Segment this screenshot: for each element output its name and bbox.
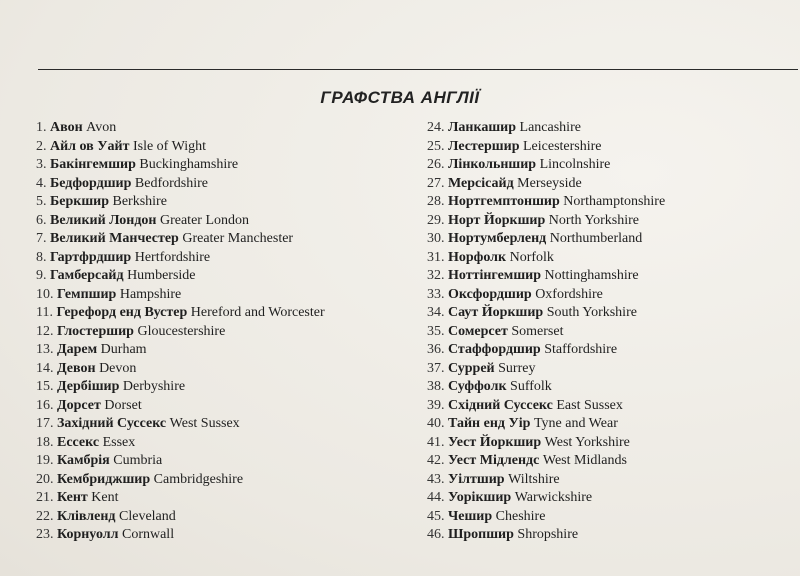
county-name-english: Dorset [104, 397, 142, 413]
county-name-ukrainian: Саут Йоркшир [448, 305, 544, 320]
county-name-ukrainian: Авон [50, 120, 83, 135]
county-entry [36, 526, 325, 545]
county-entry [36, 119, 325, 138]
county-number: 31. [427, 249, 445, 265]
county-name-english: Hereford and Worcester [190, 305, 325, 320]
county-entry [36, 397, 325, 416]
county-name-ukrainian: Ноттінгемшир [448, 268, 542, 283]
county-name-english: Gloucestershire [137, 323, 226, 339]
county-number: 16. [36, 397, 54, 413]
county-entry [427, 434, 665, 453]
county-name-ukrainian: Чешир [448, 508, 493, 524]
county-entry [36, 360, 325, 379]
county-number: 24. [427, 120, 445, 135]
county-number: 32. [427, 268, 445, 283]
county-number: 9. [36, 268, 47, 283]
county-name-ukrainian: Ланкашир [448, 120, 517, 135]
county-number: 27. [427, 175, 445, 191]
county-name-ukrainian: Кембриджшир [57, 471, 151, 487]
county-number: 3. [36, 157, 47, 172]
county-name-english: Hampshire [119, 286, 182, 302]
county-name-ukrainian: Герефорд енд Вустер [56, 305, 188, 320]
county-number: 41. [427, 434, 445, 450]
county-entry [36, 434, 325, 453]
county-entry [427, 489, 665, 508]
county-entry [427, 119, 665, 138]
county-number: 34. [427, 305, 445, 320]
county-entry [427, 378, 665, 397]
county-name-ukrainian: Суррей [448, 360, 495, 376]
county-entry [36, 230, 325, 249]
county-name-ukrainian: Сомерсет [448, 323, 508, 339]
county-name-english: South Yorkshire [546, 305, 637, 320]
county-name-english: Somerset [511, 323, 564, 339]
county-entry [427, 267, 665, 286]
county-entry [36, 323, 325, 342]
county-number: 42. [427, 453, 445, 468]
county-entry [36, 156, 325, 175]
county-name-ukrainian: Корнуолл [57, 527, 119, 542]
county-name-english: Durham [100, 342, 147, 357]
county-name-english: Northumberland [549, 231, 643, 246]
county-name-ukrainian: Норфолк [448, 249, 507, 265]
county-name-english: Hertfordshire [134, 249, 211, 265]
county-number: 33. [427, 286, 445, 302]
county-number: 45. [427, 508, 445, 524]
county-name-ukrainian: Нортгемптоншир [448, 194, 560, 209]
county-number: 15. [36, 379, 54, 394]
county-name-english: Bedfordshire [134, 175, 209, 191]
header-rule [38, 69, 798, 70]
county-entry [427, 304, 665, 323]
county-number: 18. [36, 434, 54, 450]
county-name-english: North Yorkshire [548, 212, 640, 228]
county-number: 1. [36, 120, 47, 135]
county-number: 44. [427, 490, 445, 505]
county-name-ukrainian: Уілтшир [448, 471, 505, 487]
county-name-ukrainian: Дорсет [57, 397, 101, 413]
county-name-ukrainian: Дарем [57, 342, 98, 357]
county-name-english: Devon [99, 360, 137, 376]
county-name-english: Essex [102, 434, 136, 450]
county-name-english: East Sussex [556, 397, 623, 413]
county-name-ukrainian: Глостершир [57, 323, 134, 339]
county-entry [427, 397, 665, 416]
county-entry [36, 267, 325, 286]
county-number: 29. [427, 212, 445, 228]
county-number: 10. [36, 286, 54, 302]
county-number: 19. [36, 453, 54, 468]
county-number: 23. [36, 527, 54, 542]
county-entry [36, 471, 325, 490]
county-number: 39. [427, 397, 445, 413]
county-entry [427, 212, 665, 231]
county-number: 5. [36, 194, 47, 209]
county-name-ukrainian: Великий Манчестер [50, 231, 179, 246]
county-name-english: Lincolnshire [539, 157, 611, 172]
county-name-english: Leicestershire [522, 138, 602, 154]
county-name-english: Greater London [159, 212, 250, 228]
county-number: 22. [36, 508, 54, 524]
county-name-ukrainian: Лінкольншир [448, 157, 537, 172]
county-name-ukrainian: Нортумберленд [448, 231, 547, 246]
county-name-ukrainian: Шропшир [448, 527, 514, 542]
county-entry [427, 526, 665, 545]
county-number: 43. [427, 471, 445, 487]
county-name-english: Oxfordshire [535, 286, 603, 302]
county-name-english: West Midlands [542, 453, 627, 468]
county-name-english: Norfolk [509, 249, 554, 265]
county-name-ukrainian: Гартфрдшир [50, 249, 132, 265]
county-name-english: West Sussex [169, 416, 240, 431]
county-name-english: Surrey [498, 360, 536, 376]
county-name-ukrainian: Девон [57, 360, 96, 376]
county-number: 35. [427, 323, 445, 339]
county-number: 46. [427, 527, 445, 542]
county-entry [36, 304, 325, 323]
county-entry [36, 249, 325, 268]
county-entry [36, 489, 325, 508]
county-entry [36, 415, 325, 434]
county-entry [427, 249, 665, 268]
county-number: 36. [427, 342, 445, 357]
county-name-ukrainian: Бакінгемшир [50, 157, 136, 172]
county-name-english: Greater Manchester [182, 231, 294, 246]
county-entry [36, 212, 325, 231]
county-number: 20. [36, 471, 54, 487]
county-number: 30. [427, 231, 445, 246]
county-entry [36, 508, 325, 527]
county-name-english: Tyne and Wear [533, 416, 618, 431]
county-name-english: Isle of Wight [132, 138, 207, 154]
county-entry [36, 175, 325, 194]
county-name-english: Warwickshire [514, 490, 593, 505]
county-name-ukrainian: Оксфордшир [448, 286, 532, 302]
county-entry [36, 378, 325, 397]
county-name-ukrainian: Уест Йоркшир [448, 434, 542, 450]
county-name-english: Kent [91, 490, 119, 505]
county-name-ukrainian: Ессекс [57, 434, 100, 450]
county-name-english: Lancashire [519, 120, 581, 135]
county-entry [427, 156, 665, 175]
county-number: 8. [36, 249, 47, 265]
county-name-english: Cornwall [121, 527, 175, 542]
county-name-ukrainian: Клівленд [57, 508, 116, 524]
county-number: 14. [36, 360, 54, 376]
county-entry [427, 360, 665, 379]
county-name-english: Cambridgeshire [153, 471, 244, 487]
county-name-ukrainian: Беркшир [50, 194, 109, 209]
county-number: 12. [36, 323, 54, 339]
county-name-ukrainian: Стаффордшир [448, 342, 541, 357]
county-entry [36, 138, 325, 157]
counties-list-right [427, 119, 665, 545]
county-name-english: Merseyside [517, 175, 582, 191]
county-entry [427, 471, 665, 490]
county-entry [427, 341, 665, 360]
county-entry [427, 175, 665, 194]
county-name-ukrainian: Великий Лондон [50, 212, 157, 228]
county-name-english: West Yorkshire [544, 434, 630, 450]
county-name-english: Avon [86, 120, 117, 135]
county-name-ukrainian: Лестершир [448, 138, 520, 154]
county-name-english: Staffordshire [544, 342, 618, 357]
county-name-ukrainian: Гамберсайд [50, 268, 124, 283]
county-entry [427, 452, 665, 471]
county-name-ukrainian: Айл ов Уайт [50, 138, 130, 154]
county-number: 11. [36, 305, 53, 320]
county-name-ukrainian: Уест Мідлендс [448, 453, 540, 468]
county-name-ukrainian: Уорікшир [448, 490, 512, 505]
county-name-ukrainian: Норт Йоркшир [448, 212, 546, 228]
county-name-english: Cumbria [113, 453, 163, 468]
county-entry [427, 286, 665, 305]
county-name-ukrainian: Тайн енд Уір [448, 416, 531, 431]
county-number: 2. [36, 138, 47, 154]
county-number: 4. [36, 175, 47, 191]
county-name-ukrainian: Західний Суссекс [57, 416, 167, 431]
county-name-ukrainian: Східний Суссекс [448, 397, 553, 413]
county-number: 40. [427, 416, 445, 431]
county-entry [427, 138, 665, 157]
county-entry [36, 286, 325, 305]
county-name-english: Northamptonshire [563, 194, 666, 209]
county-name-english: Buckinghamshire [139, 157, 239, 172]
county-number: 37. [427, 360, 445, 376]
county-name-ukrainian: Бедфордшир [50, 175, 132, 191]
county-number: 21. [36, 490, 54, 505]
county-number: 6. [36, 212, 47, 228]
county-name-english: Cleveland [119, 508, 176, 524]
county-number: 38. [427, 379, 445, 394]
county-name-english: Derbyshire [122, 379, 186, 394]
county-name-english: Humberside [127, 268, 196, 283]
county-entry [427, 323, 665, 342]
county-name-english: Shropshire [517, 527, 579, 542]
county-name-english: Cheshire [495, 508, 546, 524]
county-number: 28. [427, 194, 445, 209]
county-name-ukrainian: Камбрія [57, 453, 110, 468]
county-entry [427, 230, 665, 249]
county-name-ukrainian: Суффолк [448, 379, 507, 394]
county-name-ukrainian: Дербішир [57, 379, 120, 394]
county-entry [36, 193, 325, 212]
county-entry [427, 193, 665, 212]
county-number: 7. [36, 231, 47, 246]
county-number: 17. [36, 416, 54, 431]
county-entry [36, 452, 325, 471]
county-name-ukrainian: Кент [57, 490, 88, 505]
county-number: 26. [427, 157, 445, 172]
county-entry [36, 341, 325, 360]
county-entry [427, 415, 665, 434]
county-name-ukrainian: Мерсісайд [448, 175, 514, 191]
county-name-english: Berkshire [112, 194, 167, 209]
county-name-english: Suffolk [510, 379, 552, 394]
county-number: 13. [36, 342, 54, 357]
county-number: 25. [427, 138, 445, 154]
county-name-ukrainian: Гемпшир [57, 286, 117, 302]
county-name-english: Nottinghamshire [544, 268, 639, 283]
county-entry [427, 508, 665, 527]
county-name-english: Wiltshire [508, 471, 560, 487]
counties-list-left [36, 119, 325, 545]
page-title: ГРАФСТВА АНГЛІЇ [320, 88, 480, 107]
